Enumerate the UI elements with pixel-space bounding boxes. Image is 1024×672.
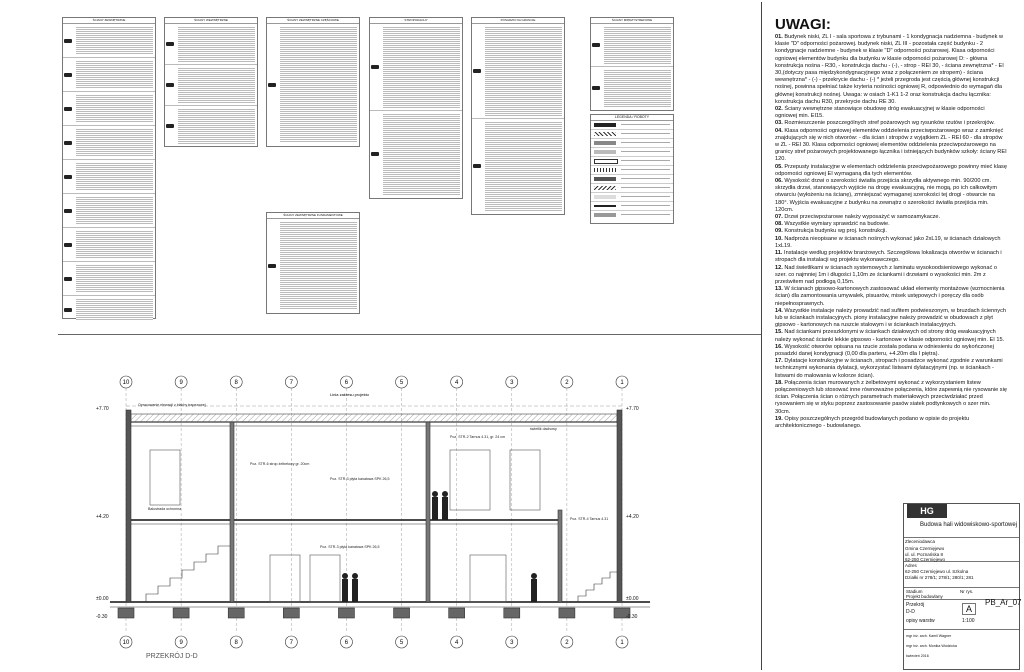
- note-text: Wszystkie instalacje należy prowadzić nad sufitem podwieszonym, w bruzdach ściennych lub w ściankach instalacyjnych. piony instalacyjne należy prowadzić w obudowach z płyt gipsowo - kartonowych na ruszcie stalowym i w ściankach instalacyjnych.: [775, 307, 1007, 329]
- note-item: [775, 416, 1007, 430]
- legend-item: [591, 193, 673, 202]
- frame-divider-vertical: [761, 2, 762, 670]
- axis-label: 5: [399, 380, 404, 386]
- axis-label: 3: [510, 380, 514, 386]
- axis-label: 6: [344, 640, 349, 646]
- drawing-label: Przekrój: [906, 602, 925, 608]
- note-text: Wszystkie wymiary sprawdzić na budowie.: [784, 221, 890, 228]
- table-row: [591, 67, 673, 109]
- level-marker: -0.30: [626, 614, 638, 620]
- drafter: mgr inż. arch. Monika Wodzicka: [906, 644, 957, 648]
- table-row: [267, 24, 359, 145]
- note-item: [775, 164, 1007, 178]
- legend-item: [591, 148, 673, 157]
- axis-label: 2: [565, 640, 569, 646]
- table-title: ŚCIANY MIĘDZYSTREFOWE: [591, 18, 673, 24]
- note-item: [775, 358, 1007, 380]
- axis-label: 1: [620, 640, 624, 646]
- table-row: [63, 58, 155, 92]
- note-number: 01.: [775, 34, 783, 40]
- note-text: Dylatacje konstrukcyjne w ścianach, stropach i posadzce wykonać zgodnie z warunkami technicznymi wykonania dylatacji, wykorzystać listwami dylatacyjnymi (np. w ściankach - listwami do malowania w kolorze ścian).: [775, 358, 1003, 379]
- note-number: 11.: [775, 250, 783, 257]
- note-number: 08.: [775, 221, 783, 228]
- table-exterior-walls: [62, 17, 156, 319]
- section-callout: Opracowanie elewacji z blachy trapezowej: [138, 403, 206, 407]
- level-marker: +7.70: [626, 406, 639, 412]
- investor-line: ul. ul. Poznańska 8: [905, 551, 944, 557]
- note-text: Wysokość otworów opisana na rzucie została podana w odniesieniu do wykończonej posadzki danej kondygnacji (0,00 dla parteru, +4.20m dla I piętra).: [775, 343, 994, 357]
- phase-label: Stadium: [906, 589, 923, 594]
- table-row: [63, 296, 155, 323]
- axis-label: 4: [454, 380, 459, 386]
- address-label: Adres: [905, 563, 917, 568]
- investor-lines: [905, 546, 945, 563]
- table-row: [472, 119, 564, 213]
- note-text: Rozmieszczenie poszczególnych stref pożarowych wg rysunków rzutów i przekrojów.: [784, 120, 995, 127]
- table-interzone-walls: [590, 17, 674, 111]
- section-callout: Poz. STR-2 Tarnus 4.31, gr. 24 cm: [450, 435, 506, 439]
- table-row: [165, 65, 257, 106]
- note-number: 12.: [775, 264, 783, 271]
- sheet-number: PB_Ar_07: [985, 598, 1022, 607]
- legend-item: [591, 202, 673, 211]
- note-text: Połączenia ścian murowanych z żelbetowymi wykonać z wykorzystaniem listew połączeniowych lub stosować inne równoważne połączenia, które zapewnią nie rysowanie się ścian. Połączenia ścian o różnych parametrach materiałowych przeciwdziałać przed rysowaniem się w styku poprzez zastosowanie pasów siatek podtynkowych o szer min. 30cm.: [775, 379, 1007, 415]
- legend-table: [590, 114, 674, 224]
- note-number: 17.: [775, 358, 783, 365]
- legend-item: [591, 211, 673, 219]
- table-title: STROPODACHY: [370, 18, 462, 24]
- note-text: Przepusty instalacyjne w elementach oddzielenia przeciwpożarowego powinny mieć klasę odporności ogniowej EI wymaganą dla tych elementów.: [775, 163, 1007, 177]
- note-item: [775, 380, 1007, 416]
- table-row: [472, 24, 564, 119]
- investor-line: Gmina Czernięjewo: [905, 546, 945, 551]
- table-row: [267, 219, 359, 312]
- note-text: Wysokość drzwi o szerokości światła przejścia skrzydła aktywnego min. 90/200 cm. skrzydła drzwi, stanowiących wyjście na drogę ewakuacyjną, nie mogą, po ich całkowitym otwarciu (wyłożeniu na ścianę), zmniejszać wymaganej szerokości tej drogi - otwarcie na 180°. Wyjścia ewakuacyjne z budynku na zewnątrz o szerokości światła przejścia min. 120cm.: [775, 178, 997, 213]
- note-item: [775, 221, 1007, 228]
- notes-title: UWAGI:: [775, 16, 831, 33]
- table-row: [165, 106, 257, 146]
- axis-label: 7: [289, 640, 294, 646]
- axis-label: 8: [234, 380, 238, 386]
- level-marker: ±0.00: [96, 596, 109, 602]
- axis-label: 10: [122, 380, 130, 386]
- legend-item: [591, 157, 673, 166]
- level-marker: +4.20: [96, 514, 109, 520]
- note-item: [775, 308, 1007, 330]
- note-item: [775, 344, 1007, 358]
- note-item: [775, 178, 1007, 214]
- note-number: 13.: [775, 286, 783, 293]
- table-title: ŚCIANY ZEWNĘTRZNE: [63, 18, 155, 24]
- legend-item: [591, 121, 673, 130]
- table-ground-floors: [471, 17, 565, 215]
- table-title: ŚCIANY WEWNĘTRZNE: [165, 18, 257, 24]
- note-item: [775, 214, 1007, 221]
- note-text: Ściany wewnętrzne stanowiące obudowę dróg ewakuacyjnej w klasie odporności ogniowej min. EI15.: [775, 106, 985, 120]
- level-marker: +7.70: [96, 406, 109, 412]
- note-item: [775, 106, 1007, 120]
- axis-label: 2: [565, 380, 569, 386]
- note-text: Instalacje według projektów branżowych. Szczegółowa lokalizacja otworów w ścianach i stropach dla instalacji wg projektu wykonawczego.: [775, 250, 1002, 264]
- table-roofs: [369, 17, 463, 199]
- table-title: ŚCIANY ZEWNĘTRZNE FUNDAMENTOWE: [267, 213, 359, 219]
- axis-label: 3: [510, 640, 514, 646]
- note-number: 03.: [775, 120, 783, 127]
- axis-label: 4: [454, 640, 459, 646]
- note-number: 16.: [775, 343, 783, 350]
- section-callout: Poz. STR-6 strop żelbetowy gr. 20cm: [250, 462, 310, 466]
- note-item: [775, 128, 1007, 164]
- table-foundation-walls: [266, 212, 360, 314]
- address-lines: [905, 569, 974, 580]
- note-number: 06.: [775, 178, 783, 185]
- axis-label: 9: [179, 640, 183, 646]
- table-row: [591, 24, 673, 67]
- foundation-footing: [338, 608, 354, 618]
- table-title: ŚCIANY ZEWNĘTRZNE CZĘŚCIOWE: [267, 18, 359, 24]
- table-row: [63, 160, 155, 194]
- note-text: Nad ściankami przeszklonymi w ściankach działowych od strony dróg ewakuacyjnych należy wykonać ścianki lekkie gipsowo - kartonowe w klasie odporności ogniowej min. EI 15.: [775, 329, 1005, 343]
- note-text: Konstrukcja budynku wg proj. konstrukcji.: [784, 228, 887, 235]
- investor-label: Zleceniodawca: [905, 539, 936, 544]
- section-drawing-d-d: [90, 370, 670, 660]
- revision: A: [962, 603, 976, 615]
- note-number: 09.: [775, 228, 783, 235]
- note-item: [775, 34, 1007, 106]
- sheet-label: Nr rys.: [960, 589, 974, 594]
- section-callout: Poz. STR-3 płyta kanałowa SPK 26,5: [330, 477, 390, 481]
- note-number: 04.: [775, 127, 783, 134]
- axis-label: 8: [234, 640, 238, 646]
- note-number: 05.: [775, 163, 783, 170]
- section-callout: Poz. STR-4 Tarnus 4.31: [570, 517, 609, 521]
- frame-divider-horizontal: [58, 334, 761, 335]
- legend-item: [591, 166, 673, 175]
- investor-line: 62-250 Czernięjewo: [905, 557, 946, 562]
- axis-label: 5: [399, 640, 404, 646]
- legend-item: [591, 130, 673, 139]
- company-logo: HG: [907, 504, 947, 518]
- table-row: [63, 262, 155, 296]
- table-row: [63, 126, 155, 160]
- note-number: 18.: [775, 379, 783, 386]
- note-text: Budynek niski, ZL I - sala sportowa z trybunami - 1 kondygnacja nadziemna - budynek w klasie "D" odporności pożarowej. budynek niski, ZL III - pozostała część budynku - 2 kondygnacje nadziemne - budynek w klasie "D" odporności pożarowej. Klasa odporności ogniowej elementów budynku dla budynku w klasie odporności pożarowej D: - główna konstrukcja nośna - R30, - konstrukcja dachu - (-), - strop - REI 30, - ściana zewnętrzna* - EI 30,(dotyczy pasa międzykondygnacyjnego wraz z połączeniem ze stropem) - ściana wewnętrzna* - (-) - przekrycie dachu - (-) * jeżeli przegroda jest częścią głównej konstrukcji nośnej, powinna spełniać także kryteria nośności ogniowej R, odpowiednio do wymagań dla głównej konstrukcji nośnej. Uwaga: w osiach 1-K1 1-2 oraz konstrukcja dachu łącznika: konstrukcja dachu R30, przekrycie dachu RE 30.: [775, 34, 1004, 105]
- foundation-footing: [504, 608, 520, 618]
- note-text: W ścianach gipsowo-kartonowych zastosować układ elementy montażowe (wzmocnienia ścian) dla zamontowania umywalek, pisuarów, misek ustępowych i poręczy dla osób niepełnosprawnych.: [775, 286, 1005, 307]
- table-row: [165, 24, 257, 65]
- table-row: [63, 194, 155, 228]
- address-line: Działki nr 278/1; 278/1; 280/1; 281: [905, 574, 974, 580]
- note-text: Drzwi przeciwpożarowe należy wyposażyć w samozamykacze.: [784, 214, 941, 221]
- level-marker: ±0.00: [626, 596, 639, 602]
- designer: mgr inż. arch. Kamil Wagner: [906, 634, 952, 638]
- section-callout: Poz. STR-3 płyta kanałowa SPK 26,5: [320, 545, 380, 549]
- foundation-footing: [173, 608, 189, 618]
- axis-label: 7: [289, 380, 294, 386]
- note-number: 14.: [775, 307, 783, 314]
- axis-label: 1: [620, 380, 624, 386]
- axis-label: 6: [344, 380, 349, 386]
- foundation-footing: [118, 608, 134, 618]
- note-item: [775, 236, 1007, 250]
- address-line: 62-250 Czernięjewo ul. Szkolna: [905, 569, 969, 574]
- foundation-footing: [559, 608, 575, 618]
- level-marker: -0.30: [96, 614, 108, 620]
- table-title: POSADZKI NA GRUNCIE: [472, 18, 564, 24]
- note-item: [775, 120, 1007, 127]
- table-row: [63, 24, 155, 58]
- table-row: [370, 111, 462, 197]
- title-block: [903, 503, 1020, 670]
- table-partial-exterior-walls: [266, 17, 360, 147]
- axis-label: 10: [122, 640, 130, 646]
- section-callout: Balustrada ochronna: [148, 507, 182, 511]
- note-item: [775, 329, 1007, 343]
- table-interior-walls: [164, 17, 258, 147]
- table-row: [63, 92, 155, 126]
- note-number: 02.: [775, 106, 783, 113]
- legend-item: [591, 175, 673, 184]
- table-row: [370, 24, 462, 111]
- legend-item: [591, 184, 673, 193]
- note-number: 10.: [775, 235, 783, 242]
- note-number: 19.: [775, 415, 783, 422]
- foundation-footing: [228, 608, 244, 618]
- note-number: 07.: [775, 214, 783, 221]
- scale: 1:100: [962, 618, 975, 624]
- table-row: [63, 228, 155, 262]
- note-item: [775, 250, 1007, 264]
- axis-label: 9: [179, 380, 183, 386]
- title-block-signatures: [904, 630, 1019, 669]
- foundation-footing: [449, 608, 465, 618]
- project-name: Budowa hali widowiskowo-sportowej: [920, 522, 1018, 528]
- level-marker: +4.20: [626, 514, 639, 520]
- drawing-value: D-D: [906, 609, 915, 615]
- date: kwiecień 2016: [906, 654, 929, 658]
- note-text: Nad świetlikami w ścianach systemowych z laminatu wysokoodsieniowego wykonać o szer. co najmniej 1m i długości 1,10m ze ściankami i drzwiami o wysokości min. 2m z prześwitem nad podłogą 0,15m.: [775, 264, 997, 285]
- foundation-footing: [283, 608, 299, 618]
- legend-title: LEGENDA / ROBOTY: [591, 115, 673, 121]
- section-title: PRZEKRÓJ D-D: [146, 653, 198, 660]
- note-item: [775, 286, 1007, 308]
- legend-item: [591, 139, 673, 148]
- roofline-label: Linia zakresu projektu: [330, 392, 369, 397]
- note-text: Klasa odporności ogniowej elementów oddzielenia przeciwpożarowego wraz z zamknięć znajdujących się w nich otworów: - dla ścian i stropów z wyjątkiem ZL - REI 60 - dla stropów w ZL - REI 30. Klasa odporności ogniowej elementów oddzielenia przeciwpożarowego na granicy stref pożarowych projektowanego łącznika i istniejących budynków szkoły: ściany REI 120.: [775, 127, 1007, 163]
- note-text: Opisy poszczególnych przegród budowlanych podano w opisie do projektu architektonicznego - budowlanego.: [775, 415, 970, 429]
- note-item: [775, 228, 1007, 235]
- notes-list: [775, 34, 1007, 430]
- phase-value: Projekt budowlany: [906, 594, 943, 599]
- note-text: Nadproża nieopisane w ścianach nośnych wykonać jako 2xL19, w ścianach działowych 1xL19.: [775, 235, 1001, 249]
- note-item: [775, 265, 1007, 287]
- section-callout: świetlik dachowy: [530, 427, 557, 431]
- foundation-footing: [394, 608, 410, 618]
- note-number: 15.: [775, 329, 783, 336]
- drawing-content: opisy warstw: [906, 618, 935, 624]
